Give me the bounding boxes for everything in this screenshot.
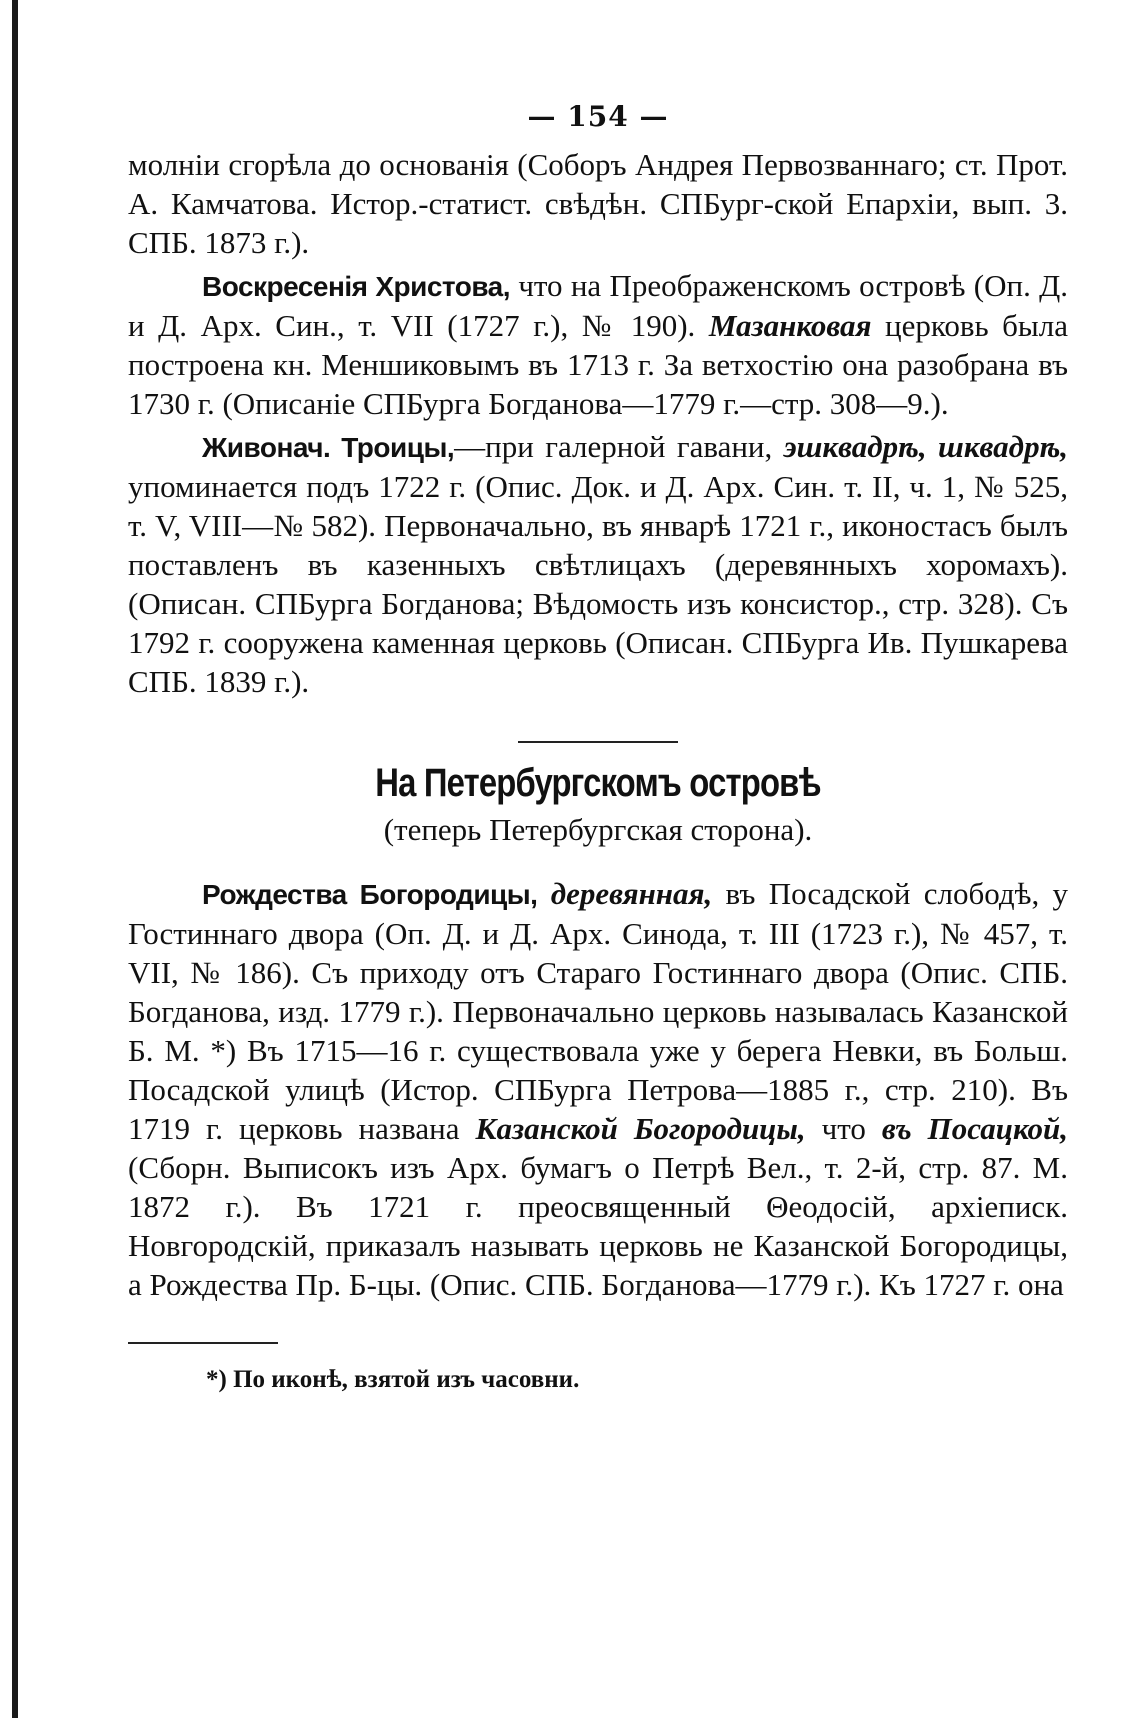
paragraph-lead-term: Живонач. Троицы, — [202, 432, 455, 463]
paragraph-text: церковь была построена кн. Меншиковымъ въ 1713 г. За ветхостію она разобрана въ 1730 г. (Описаніе СПБурга Богданова—1779 г.—стр. 308—9.). — [128, 308, 1068, 421]
footnote-divider — [128, 1342, 278, 1344]
paragraph-text: что — [805, 1111, 882, 1146]
section-title: На Петербургскомъ островѣ — [375, 761, 821, 805]
paragraph — [128, 266, 1068, 423]
paragraph-lead-term: Рождества Богородицы, — [202, 879, 538, 910]
paragraph-text: въ Посадской слободѣ, у Гостиннаго двора (Оп. Д. и Д. Арх. Синода, т. III (1723 г.), № 457, т. VII, № 186). Съ приходу отъ Стараго Гостиннаго двора (Опис. СПБ. Богданова, изд. 1779 г.). Первоначально церковь называлась Казанской Б. М. *) Въ 1715—16 г. существовала уже у берега Невки, въ Больш. Посадской улицѣ (Истор. СПБурга Петрова—1885 г., стр. 210). Въ 1719 г. церковь названа — [128, 876, 1069, 1146]
section-subtitle: (теперь Петербургская сторона). — [383, 812, 813, 847]
text-block-top — [128, 145, 1068, 701]
paragraph-text: (Сборн. Выписокъ изъ Арх. бумагъ о Петрѣ Вел., т. 2-й, стр. 87. М. 1872 г.). Въ 1721 г. преосвященный Θеодосій, архіеписк. Новгородскій, приказалъ называть церковь не Казанской Богородицы, а Рождества Пр. Б-цы. (Опис. СПБ. Богданова—1779 г.). Къ 1727 г. она — [128, 1150, 1068, 1302]
book-page — [128, 100, 1068, 1394]
paragraph — [128, 427, 1068, 701]
paragraph-text: что на Преображенскомъ островѣ (Оп. Д. и Д. Арх. Син., т. VII (1727 г.), № 190). — [128, 268, 1068, 343]
paragraph-text: упоминается подъ 1722 г. (Опис. Док. и Д. Арх. Син. т. II, ч. 1, № 525, т. V, VIII—№ 582). Первоначально, въ январѣ 1721 г., иконостасъ былъ поставленъ въ казенныхъ свѣтлицахъ (деревянныхъ хоромахъ). (Описан. СПБурга Богданова; Вѣдомость изъ консистор., стр. 328). Съ 1792 г. сооружена каменная церковь (Описан. СПБурга Ив. Пушкарева СПБ. 1839 г.). — [128, 469, 1068, 699]
paragraph-text — [537, 876, 550, 911]
italic-text: въ Посацкой, — [881, 1111, 1069, 1146]
footnote: *) По иконѣ, взятой изъ часовни. — [206, 1366, 580, 1393]
page-number: — 154 — — [527, 100, 669, 133]
paragraph-text: молніи сгорѣла до основанія (Соборъ Андрея Первозваннаго; ст. Прот. А. Камчатова. Истор.-статист. свѣдѣн. СПБург-ской Епархіи, вып. 3. СПБ. 1873 г.). — [128, 147, 1068, 260]
italic-text: Мазанковая — [708, 308, 872, 343]
text-block-bottom — [128, 874, 1068, 1304]
italic-text: эшквадрѣ, шквадрѣ, — [783, 429, 1068, 464]
italic-text: деревянная, — [550, 876, 713, 911]
section-divider — [518, 741, 678, 743]
paragraph-lead-term: Воскресенія Христова, — [202, 271, 511, 302]
paragraph — [128, 874, 1068, 1304]
page-spine-edge — [12, 0, 18, 1718]
paragraph-text: —при галерной гавани, — [454, 429, 784, 464]
italic-text: Казанской Богородицы, — [475, 1111, 806, 1146]
paragraph — [128, 145, 1068, 262]
